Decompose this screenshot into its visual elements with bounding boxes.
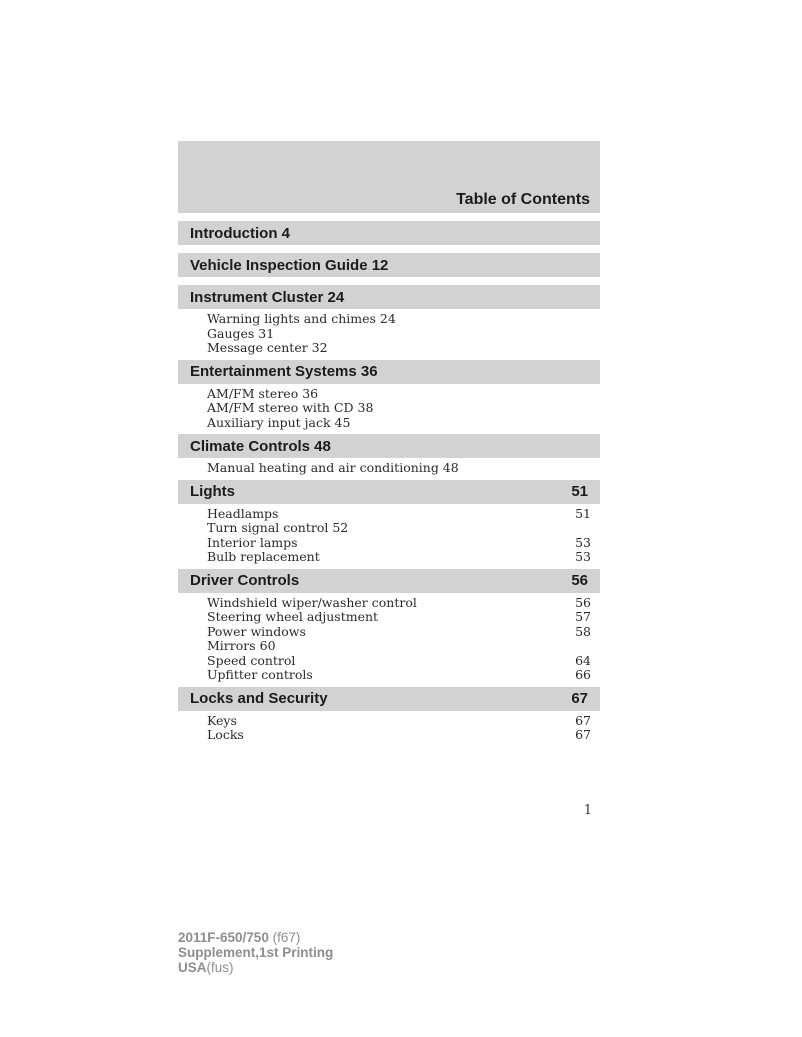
toc-item-page-number: 67 bbox=[575, 727, 591, 742]
toc-item-label: Upfitter controls bbox=[207, 667, 313, 682]
toc-item-page-number: 53 bbox=[575, 549, 591, 564]
toc-item-label: Power windows bbox=[207, 623, 306, 639]
section-label: Instrument Cluster 24 bbox=[190, 288, 345, 306]
toc-item-label: Steering wheel adjustment bbox=[207, 609, 379, 624]
footer-line-printing bbox=[178, 945, 333, 960]
toc-item-page-number: 53 bbox=[575, 534, 591, 550]
toc-item-row bbox=[178, 654, 600, 669]
toc-item-page-number: 64 bbox=[575, 652, 591, 668]
toc-item-page-number: 51 bbox=[575, 505, 591, 521]
toc-section bbox=[178, 221, 600, 245]
toc-item-page-number: 66 bbox=[575, 667, 591, 682]
section-label: Vehicle Inspection Guide 12 bbox=[190, 256, 389, 274]
toc-item-label: AM/FM stereo 36 bbox=[207, 385, 319, 401]
section-bar bbox=[178, 285, 600, 309]
section-label: Driver Controls bbox=[190, 572, 300, 589]
section-items bbox=[178, 593, 600, 687]
toc-item-label: AM/FM stereo with CD 38 bbox=[207, 400, 374, 415]
toc-item-label: Message center 32 bbox=[207, 340, 328, 355]
toc-item-label: Gauges 31 bbox=[207, 325, 275, 341]
toc-item-label: Keys bbox=[207, 712, 237, 728]
toc-item-label: Locks bbox=[207, 727, 244, 742]
toc-sections bbox=[178, 221, 600, 747]
toc-item-row bbox=[178, 728, 600, 743]
footer-line-model bbox=[178, 930, 333, 945]
toc-item-label: Mirrors 60 bbox=[207, 638, 276, 653]
toc-item-row bbox=[178, 327, 600, 342]
footer-line-region bbox=[178, 960, 333, 975]
toc-section bbox=[178, 569, 600, 687]
toc-item-row bbox=[178, 341, 600, 356]
toc-item-row bbox=[178, 596, 600, 611]
page-number: 1 bbox=[583, 803, 592, 818]
toc-item-row bbox=[178, 668, 600, 683]
section-items bbox=[178, 384, 600, 435]
section-items bbox=[178, 711, 600, 747]
section-bar bbox=[178, 221, 600, 245]
toc-section bbox=[178, 360, 600, 435]
section-page-number: 51 bbox=[571, 483, 588, 500]
toc-item-row bbox=[178, 536, 600, 551]
section-label: Entertainment Systems 36 bbox=[190, 363, 378, 380]
section-items bbox=[178, 309, 600, 360]
section-label: Locks and Security bbox=[190, 690, 328, 707]
footer bbox=[178, 930, 333, 975]
toc-item-label: Interior lamps bbox=[207, 534, 298, 550]
toc-item-label: Windshield wiper/washer control bbox=[207, 594, 417, 610]
section-bar bbox=[178, 360, 600, 384]
toc-item-row bbox=[178, 387, 600, 402]
footer-region-code: USA bbox=[178, 960, 207, 975]
toc-item-row bbox=[178, 416, 600, 431]
toc-item-row bbox=[178, 461, 600, 476]
toc-item-label: Manual heating and air conditioning 48 bbox=[207, 460, 459, 475]
toc-item-label: Speed control bbox=[207, 652, 296, 668]
toc-column bbox=[178, 141, 600, 747]
footer-printing-text: Supplement,1st Printing bbox=[178, 945, 334, 960]
toc-item-row bbox=[178, 550, 600, 565]
toc-item-label: Auxiliary input jack 45 bbox=[207, 414, 351, 430]
toc-section bbox=[178, 687, 600, 747]
toc-item-page-number: 56 bbox=[575, 594, 591, 610]
section-items bbox=[178, 504, 600, 569]
toc-item-row bbox=[178, 312, 600, 327]
footer-model-suffix: (f67) bbox=[268, 930, 301, 945]
section-label: Lights bbox=[190, 483, 235, 500]
toc-section bbox=[178, 253, 600, 277]
section-bar bbox=[178, 434, 600, 458]
toc-item-row bbox=[178, 714, 600, 729]
section-bar bbox=[178, 687, 600, 711]
section-bar bbox=[178, 253, 600, 277]
section-page-number: 67 bbox=[571, 690, 588, 707]
toc-item-page-number: 58 bbox=[575, 623, 591, 639]
toc-item-row bbox=[178, 521, 600, 536]
footer-model-code: 2011F-650/750 bbox=[178, 930, 269, 945]
toc-header-block bbox=[178, 141, 600, 213]
toc-item-label: Turn signal control 52 bbox=[207, 520, 349, 535]
toc-item-page-number: 57 bbox=[575, 609, 591, 624]
toc-item-label: Headlamps bbox=[207, 505, 279, 521]
footer-region-suffix: (fus) bbox=[206, 960, 234, 975]
section-label: Introduction 4 bbox=[190, 224, 290, 242]
toc-section bbox=[178, 434, 600, 480]
toc-item-row bbox=[178, 610, 600, 625]
toc-item-row bbox=[178, 625, 600, 640]
toc-item-row bbox=[178, 401, 600, 416]
toc-section bbox=[178, 285, 600, 360]
toc-section bbox=[178, 480, 600, 569]
section-bar bbox=[178, 569, 600, 593]
page-title: Table of Contents bbox=[456, 191, 590, 208]
section-items bbox=[178, 458, 600, 480]
toc-item-label: Bulb replacement bbox=[207, 549, 320, 564]
toc-item-page-number: 67 bbox=[575, 712, 591, 728]
section-bar bbox=[178, 480, 600, 504]
section-page-number: 56 bbox=[571, 572, 588, 589]
section-label: Climate Controls 48 bbox=[190, 437, 331, 455]
toc-item-row bbox=[178, 507, 600, 522]
toc-item-label: Warning lights and chimes 24 bbox=[207, 311, 396, 326]
toc-item-row bbox=[178, 639, 600, 654]
